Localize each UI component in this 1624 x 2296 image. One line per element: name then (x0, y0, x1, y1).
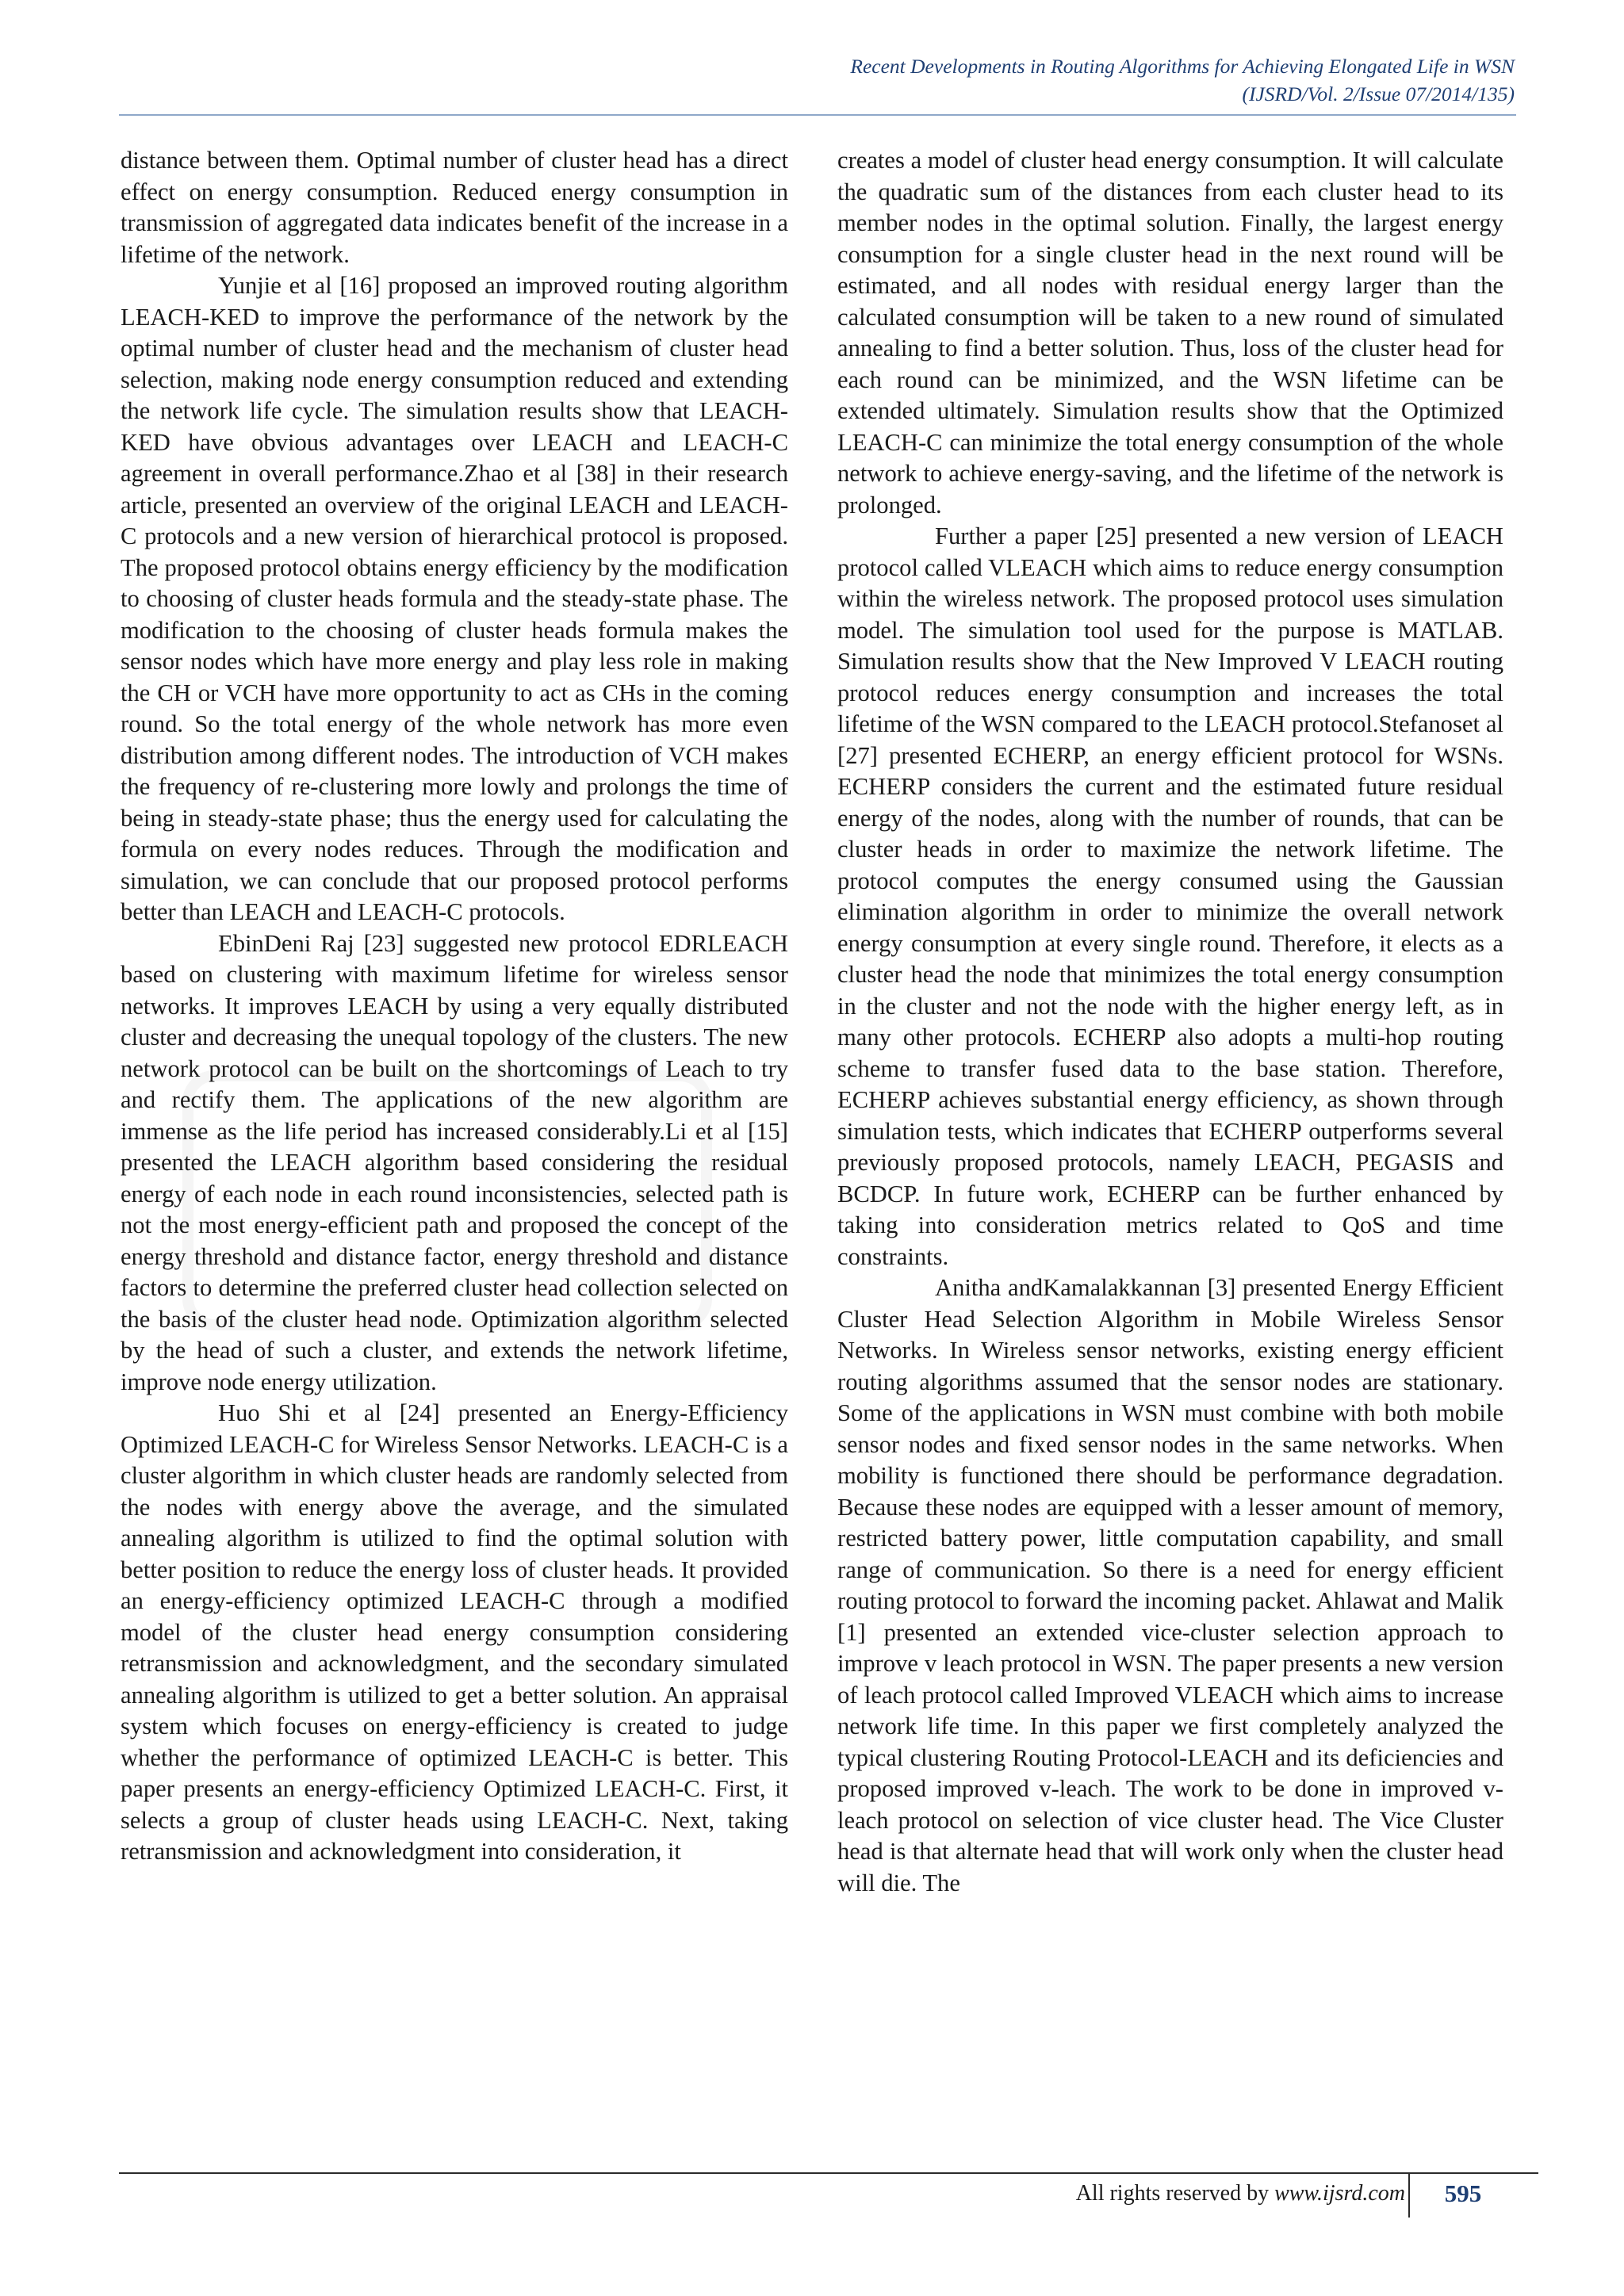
page-number: 595 (1444, 2179, 1482, 2207)
footer-separator (1408, 2173, 1410, 2218)
header-citation: (IJSRD/Vol. 2/Issue 07/2014/135) (1242, 82, 1515, 105)
left-paragraph: distance between them. Optimal number of cluster head has a direct effect on energy consumption. Reduced energy consumption in transmission of aggregated data indicates benefit of the increase in a lifetime of the network. (121, 147, 788, 268)
right-paragraph: Further a paper [25] presented a new version of LEACH protocol called VLEACH which aims to reduce energy consumption within the wireless network. The proposed protocol uses simulation model. The simulation tool used for the purpose is MATLAB. Simulation results show that the New Improved V LEACH routing protocol reduces energy consumption and increases the total lifetime of the WSN compared to the LEACH protocol.Stefanoset al [27] presented ECHERP, an energy efficient protocol for WSNs. ECHERP considers the current and the estimated future residual energy of the nodes, along with the number of rounds, that can be cluster heads in order to maximize the network lifetime. The protocol computes the energy consumed using the Gaussian elimination algorithm in order to minimize the overall network energy consumption at every single round. Therefore, it elects as a cluster head the node that minimizes the total energy consumption in the cluster and not the node with the higher energy left, as in many other protocols. ECHERP also adopts a multi-hop routing scheme to transfer fused data to the base station. Therefore, ECHERP achieves substantial energy efficiency, as shown through simulation tests, which indicates that ECHERP outperforms several previously proposed protocols, namely LEACH, PEGASIS and BCDCP. In future work, ECHERP can be further enhanced by taking into consideration metrics related to QoS and time constraints. (837, 522, 1503, 1270)
header-rule (119, 114, 1516, 116)
left-paragraph: EbinDeni Raj [23] suggested new protocol EDRLEACH based on clustering with maximum lifetime for wireless sensor networks. It improves LEACH by using a very equally distributed cluster and decreasing the unequal topology of the clusters. The new network protocol can be built on the shortcomings of Leach to try and rectify them. The applications of the new algorithm are immense as the life period has increased considerably.Li et al [15] presented the LEACH algorithm based considering the residual energy of each node in each round inconsistencies, selected path is not the most energy-efficient path and proposed the concept of the energy threshold and distance factor, energy threshold and distance factors to determine the preferred cluster head collection selected on the basis of the cluster head node. Optimization algorithm selected by the head of such a cluster, and extends the network lifetime, improve node energy utilization. (121, 929, 788, 1395)
right-paragraph: creates a model of cluster head energy consumption. It will calculate the quadratic sum of the distances from each cluster head to its member nodes in the optimal solution. Finally, the largest energy consumption for a single cluster head in the next round will be estimated, and all nodes with residual energy larger than the calculated consumption will be taken to a new round of simulated annealing to find a better solution. Thus, loss of the cluster head for each round can be minimized, and the WSN lifetime can be extended ultimately. Simulation results show that the Optimized LEACH-C can minimize the total energy consumption of the whole network to achieve energy-saving, and the lifetime of the network is prolonged. (837, 147, 1503, 519)
footer-rights-label: All rights reserved by (1075, 2181, 1275, 2206)
footer-rights (952, 2178, 1405, 2210)
header-title: Recent Developments in Routing Algorithms for Achieving Elongated Life in WSN (850, 55, 1515, 78)
footer-rule (119, 2172, 1538, 2174)
left-paragraph: Huo Shi et al [24] presented an Energy-Efficiency Optimized LEACH-C for Wireless Sensor Networks. LEACH-C is a cluster algorithm in which cluster heads are randomly selected from the nodes with energy above the average, and the simulated annealing algorithm is utilized to find the optimal solution with better position to reduce the energy loss of cluster heads. It provided an energy-efficiency optimized LEACH-C through a modified model of the cluster head energy consumption considering retransmission and acknowledgment, and the secondary simulated annealing algorithm is utilized to get a better solution. An appraisal system which focuses on energy-efficiency is created to judge whether the performance of optimized LEACH-C is better. This paper presents an energy-efficiency Optimized LEACH-C. First, it selects a group of cluster heads using LEACH-C. Next, taking retransmission and acknowledgment into consideration, it (121, 1399, 788, 1865)
left-paragraph: Yunjie et al [16] proposed an improved routing algorithm LEACH-KED to improve the performance of the network by the optimal number of cluster head and the mechanism of cluster head selection, making node energy consumption reduced and extending the network life cycle. The simulation results show that LEACH-KED have obvious advantages over LEACH and LEACH-C agreement in overall performance.Zhao et al [38] in their research article, presented an overview of the original LEACH and LEACH-C protocols and a new version of hierarchical protocol is proposed. The proposed protocol obtains energy efficiency by the modification to choosing of cluster heads formula and the steady-state phase. The modification to the choosing of cluster heads formula makes the sensor nodes which have more energy and play less role in making the CH or VCH have more opportunity to act as CHs in the coming round. So the total energy of the whole network has more even distribution among different nodes. The introduction of VCH makes the frequency of re-clustering more lowly and prolongs the time of being in steady-state phase; thus the energy used for calculating the formula on every nodes reduces. Through the modification and simulation, we can conclude that our proposed protocol performs better than LEACH and LEACH-C protocols. (121, 272, 788, 925)
footer-site-link[interactable]: www.ijsrd.com (1274, 2181, 1405, 2206)
left-column (121, 145, 788, 1868)
running-header (119, 52, 1515, 108)
right-column (837, 145, 1503, 1899)
right-paragraph: Anitha andKamalakkannan [3] presented Energy Efficient Cluster Head Selection Algorithm in Mobile Wireless Sensor Networks. In Wireless sensor networks, existing energy efficient routing algorithms assumed that the sensor nodes are stationary. Some of the applications in WSN must combine with both mobile sensor nodes and fixed sensor nodes in the same networks. When mobility is functioned there should be performance degradation. Because these nodes are equipped with a lesser amount of memory, restricted battery power, little computation capability, and small range of communication. So there is a need for energy efficient routing protocol to forward the incoming packet. Ahlawat and Malik [1] presented an extended vice-cluster selection approach to improve v leach protocol in WSN. The paper presents a new version of leach protocol called Improved VLEACH which aims to increase network life time. In this paper we first completely analyzed the typical clustering Routing Protocol-LEACH and its deficiencies and proposed improved v-leach. The work to be done in improved v-leach protocol on selection of vice cluster head. The Vice Cluster head is that alternate head that will work only when the cluster head will die. The (837, 1274, 1503, 1896)
